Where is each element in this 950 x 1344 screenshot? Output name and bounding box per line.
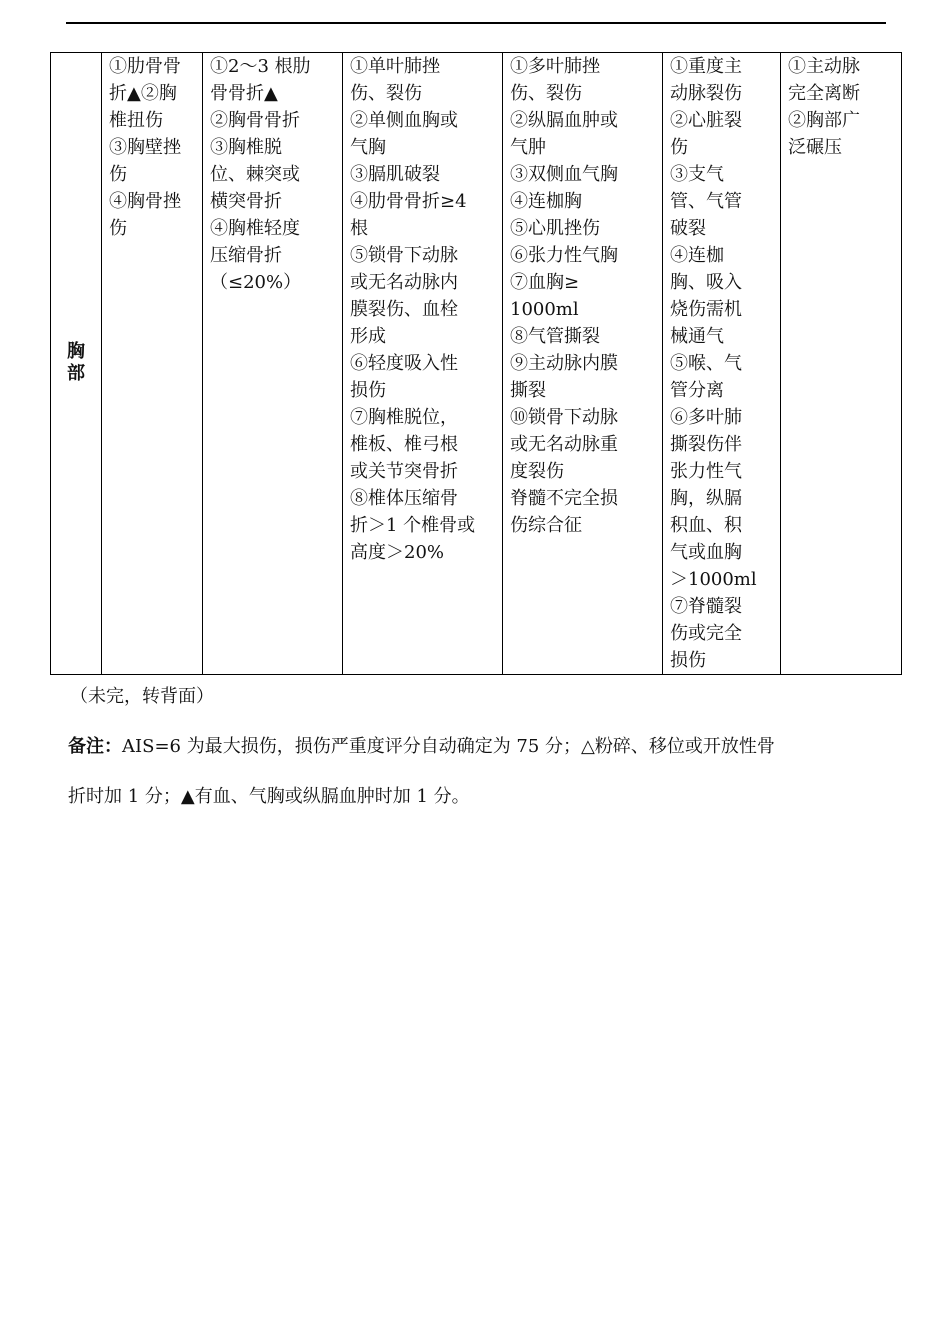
injury-line: ⑨主动脉内膜 bbox=[510, 353, 618, 374]
remark-line-1 bbox=[68, 733, 775, 760]
injury-line: 撕裂伤伴 bbox=[670, 434, 742, 455]
injury-line: 度裂伤 bbox=[510, 461, 564, 482]
injury-line: 椎板、椎弓根 bbox=[350, 434, 458, 455]
injury-line: 张力性气 bbox=[670, 461, 742, 482]
injury-line: ②胸骨骨折 bbox=[210, 110, 300, 131]
injury-line: 管分离 bbox=[670, 380, 724, 401]
top-rule bbox=[66, 22, 886, 24]
injury-line: 或无名动脉重 bbox=[510, 434, 618, 455]
injury-line: 位、棘突或 bbox=[210, 164, 300, 185]
injury-line: 胸，纵膈 bbox=[670, 488, 742, 509]
injury-line: ①多叶肺挫 bbox=[510, 56, 600, 77]
injury-line: 气胸 bbox=[350, 137, 386, 158]
severity-cell-1 bbox=[102, 53, 203, 675]
injury-line: ①单叶肺挫 bbox=[350, 56, 440, 77]
injury-line: ⑦胸椎脱位， bbox=[350, 407, 458, 428]
injury-line: 骨骨折▲ bbox=[210, 83, 278, 104]
injury-line: 或关节突骨折 bbox=[350, 461, 458, 482]
injury-line: 伤或完全 bbox=[670, 623, 742, 644]
injury-line: 脊髓不完全损 bbox=[510, 488, 618, 509]
injury-line: ⑦脊髓裂 bbox=[670, 596, 742, 617]
injury-line: 伤 bbox=[109, 164, 127, 185]
injury-line: ②纵膈血肿或 bbox=[510, 110, 618, 131]
severity-cell-5 bbox=[663, 53, 781, 675]
injury-line: ④胸骨挫 bbox=[109, 191, 181, 212]
injury-line: 1000ml bbox=[510, 299, 579, 320]
injury-line: ＞1000ml bbox=[670, 569, 757, 590]
injury-line: ⑧气管撕裂 bbox=[510, 326, 600, 347]
severity-cell-6 bbox=[781, 53, 902, 675]
injury-line: ①2～3 根肋 bbox=[210, 56, 311, 77]
injury-line: 泛碾压 bbox=[788, 137, 842, 158]
injury-line: ⑥多叶肺 bbox=[670, 407, 742, 428]
injury-line: ②单侧血胸或 bbox=[350, 110, 458, 131]
injury-line: ③胸椎脱 bbox=[210, 137, 282, 158]
injury-line: 气肿 bbox=[510, 137, 546, 158]
injury-line: 完全离断 bbox=[788, 83, 860, 104]
injury-line: 根 bbox=[350, 218, 368, 239]
injury-line: 伤、裂伤 bbox=[510, 83, 582, 104]
injury-line: 伤综合征 bbox=[510, 515, 582, 536]
injury-line: 烧伤需机 bbox=[670, 299, 742, 320]
injury-line: 伤 bbox=[670, 137, 688, 158]
injury-line: 积血、积 bbox=[670, 515, 742, 536]
injury-line: 椎扭伤 bbox=[109, 110, 163, 131]
injury-line: 折▲②胸 bbox=[109, 83, 177, 104]
injury-line: 伤 bbox=[109, 218, 127, 239]
injury-line: ①肋骨骨 bbox=[109, 56, 181, 77]
injury-line: ⑦血胸≥ bbox=[510, 272, 580, 293]
injury-line: ⑤心肌挫伤 bbox=[510, 218, 600, 239]
injury-line: 形成 bbox=[350, 326, 386, 347]
injury-line: ③膈肌破裂 bbox=[350, 164, 440, 185]
injury-line: ⑥张力性气胸 bbox=[510, 245, 618, 266]
injury-line: ④胸椎轻度 bbox=[210, 218, 300, 239]
injury-line: 管、气管 bbox=[670, 191, 742, 212]
injury-line: 械通气 bbox=[670, 326, 724, 347]
injury-line: ②心脏裂 bbox=[670, 110, 742, 131]
severity-cell-2 bbox=[203, 53, 343, 675]
injury-line: 折＞1 个椎骨或 bbox=[350, 515, 476, 536]
injury-line: ⑩锁骨下动脉 bbox=[510, 407, 618, 428]
injury-line: 撕裂 bbox=[510, 380, 546, 401]
injury-line: 破裂 bbox=[670, 218, 706, 239]
injury-line: 动脉裂伤 bbox=[670, 83, 742, 104]
injury-line: ⑥轻度吸入性 bbox=[350, 353, 458, 374]
injury-line: ①主动脉 bbox=[788, 56, 860, 77]
injury-line: ④肋骨骨折≥4 bbox=[350, 191, 467, 212]
injury-line: ④连枷胸 bbox=[510, 191, 582, 212]
remark-text-1: AIS=6 为最大损伤，损伤严重度评分自动确定为 75 分；△粉碎、移位或开放性骨 bbox=[122, 736, 775, 757]
severity-cell-3 bbox=[343, 53, 503, 675]
injury-line: （≤20%） bbox=[210, 272, 302, 293]
injury-line: 高度＞20% bbox=[350, 542, 445, 563]
ais-table bbox=[50, 52, 902, 675]
injury-line: 横突骨折 bbox=[210, 191, 282, 212]
injury-line: 压缩骨折 bbox=[210, 245, 282, 266]
injury-line: ⑤喉、气 bbox=[670, 353, 742, 374]
injury-line: 伤、裂伤 bbox=[350, 83, 422, 104]
injury-line: 胸、吸入 bbox=[670, 272, 742, 293]
region-cell bbox=[51, 53, 102, 675]
injury-line: 损伤 bbox=[670, 650, 706, 671]
injury-line: ③胸壁挫 bbox=[109, 137, 181, 158]
injury-line: ④连枷 bbox=[670, 245, 724, 266]
injury-line: ⑧椎体压缩骨 bbox=[350, 488, 458, 509]
injury-line: 损伤 bbox=[350, 380, 386, 401]
injury-line: 膜裂伤、血栓 bbox=[350, 299, 458, 320]
remark-label: 备注： bbox=[68, 736, 122, 757]
injury-line: ③双侧血气胸 bbox=[510, 164, 618, 185]
injury-line: ③支气 bbox=[670, 164, 724, 185]
injury-line: 气或血胸 bbox=[670, 542, 742, 563]
injury-line: ①重度主 bbox=[670, 56, 742, 77]
injury-line: 或无名动脉内 bbox=[350, 272, 458, 293]
severity-cell-4 bbox=[503, 53, 663, 675]
injury-line: ②胸部广 bbox=[788, 110, 860, 131]
injury-line: ⑤锁骨下动脉 bbox=[350, 245, 458, 266]
remark-line-2: 折时加 1 分；▲有血、气胸或纵膈血肿时加 1 分。 bbox=[68, 786, 470, 807]
table-row-chest bbox=[51, 53, 902, 675]
continued-note: （未完，转背面） bbox=[70, 686, 214, 707]
region-label: 胸部 bbox=[67, 340, 85, 384]
